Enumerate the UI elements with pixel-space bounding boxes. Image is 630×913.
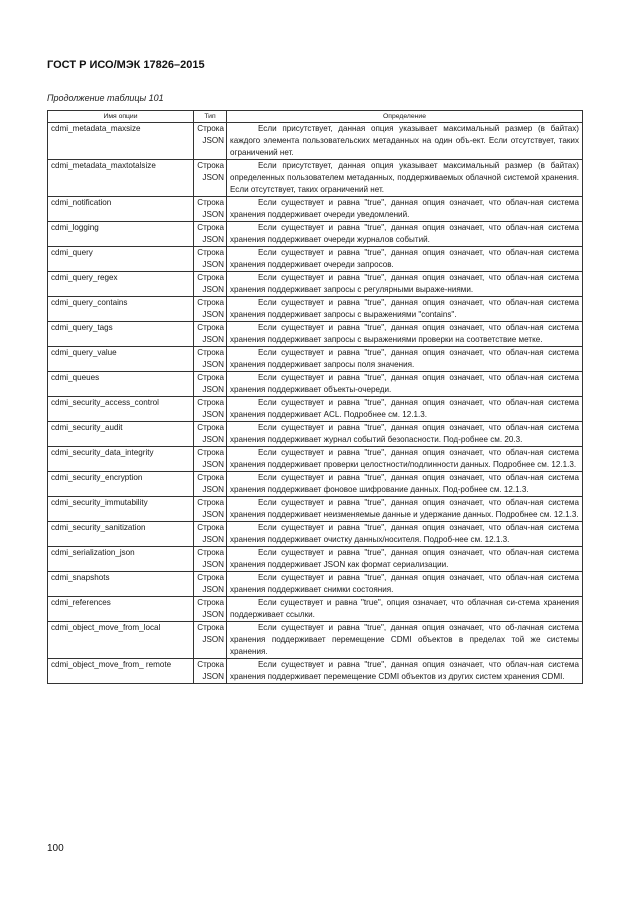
option-name-cell: cdmi_security_audit: [48, 422, 194, 447]
option-definition-cell: Если существует и равна "true", данная опция означает, что облач-ная система хранения поддерживает запросы с выражениями проверки на соответствие метке.: [227, 322, 583, 347]
option-name-cell: cdmi_query_tags: [48, 322, 194, 347]
standard-header: ГОСТ Р ИСО/МЭК 17826–2015: [47, 59, 205, 71]
table-row: [48, 222, 583, 247]
column-header-type: Тип: [194, 111, 227, 123]
option-definition-cell: Если существует и равна "true", данная опция означает, что облач-ная система хранения поддерживает запросы с выражениями "contains".: [227, 297, 583, 322]
table-caption: Продолжение таблицы 101: [47, 93, 164, 103]
option-type-cell: Строка JSON: [194, 222, 227, 247]
option-definition-cell: Если существует и равна "true", данная опция означает, что облач-ная система хранения поддерживает проверки целостности/подлинности данных. Подробнее см. 12.1.3.: [227, 447, 583, 472]
option-name-cell: cdmi_snapshots: [48, 572, 194, 597]
option-name-cell: cdmi_metadata_maxsize: [48, 123, 194, 160]
option-name-cell: cdmi_references: [48, 597, 194, 622]
option-definition-cell: Если существует и равна "true", данная опция означает, что об-лачная система хранения поддерживает перемещение CDMI объектов в пределах той же системы хранения.: [227, 622, 583, 659]
option-name-cell: cdmi_security_encryption: [48, 472, 194, 497]
option-definition-cell: Если существует и равна "true", данная опция означает, что облач-ная система хранения поддерживает очереди журналов событий.: [227, 222, 583, 247]
option-type-cell: Строка JSON: [194, 347, 227, 372]
option-definition-cell: Если существует и равна "true", данная опция означает, что облач-ная система хранения поддерживает JSON как формат сериализации.: [227, 547, 583, 572]
option-definition-cell: Если существует и равна "true", данная опция означает, что облач-ная система хранения поддерживает снимки состояния.: [227, 572, 583, 597]
option-definition-cell: Если существует и равна "true", данная опция означает, что облач-ная система хранения поддерживает неизменяемые данные и удержание данных. Подробнее см. 12.1.3.: [227, 497, 583, 522]
option-type-cell: Строка JSON: [194, 622, 227, 659]
option-type-cell: Строка JSON: [194, 659, 227, 684]
table-row: [48, 422, 583, 447]
option-name-cell: cdmi_query: [48, 247, 194, 272]
table-row: [48, 522, 583, 547]
option-type-cell: Строка JSON: [194, 597, 227, 622]
table-row: [48, 472, 583, 497]
option-definition-cell: Если существует и равна "true", данная опция означает, что облач-ная система хранения поддерживает перемещение CDMI объектов из других систем хранения CDMI.: [227, 659, 583, 684]
option-name-cell: cdmi_security_data_integrity: [48, 447, 194, 472]
option-name-cell: cdmi_queues: [48, 372, 194, 397]
option-definition-cell: Если существует и равна "true", данная опция означает, что облач-ная система хранения поддерживает очереди уведомлений.: [227, 197, 583, 222]
table-row: [48, 247, 583, 272]
option-definition-cell: Если существует и равна "true", данная опция означает, что облач-ная система хранения поддерживает запросы с регулярными выраже-ниями.: [227, 272, 583, 297]
option-name-cell: cdmi_metadata_maxtotalsize: [48, 160, 194, 197]
option-name-cell: cdmi_object_move_from_ remote: [48, 659, 194, 684]
option-name-cell: cdmi_query_contains: [48, 297, 194, 322]
option-name-cell: cdmi_query_value: [48, 347, 194, 372]
option-type-cell: Строка JSON: [194, 472, 227, 497]
option-type-cell: Строка JSON: [194, 572, 227, 597]
option-type-cell: Строка JSON: [194, 422, 227, 447]
option-name-cell: cdmi_security_sanitization: [48, 522, 194, 547]
option-type-cell: Строка JSON: [194, 322, 227, 347]
option-type-cell: Строка JSON: [194, 247, 227, 272]
table-header-row: [48, 111, 583, 123]
column-header-name: Имя опции: [48, 111, 194, 123]
table-row: [48, 347, 583, 372]
table-row: [48, 123, 583, 160]
page-number: 100: [47, 843, 64, 854]
option-name-cell: cdmi_notification: [48, 197, 194, 222]
table-row: [48, 597, 583, 622]
column-header-definition: Определение: [227, 111, 583, 123]
table-row: [48, 397, 583, 422]
option-definition-cell: Если существует и равна "true", данная опция означает, что облач-ная система хранения поддерживает запросы поля значения.: [227, 347, 583, 372]
option-type-cell: Строка JSON: [194, 372, 227, 397]
option-type-cell: Строка JSON: [194, 447, 227, 472]
option-type-cell: Строка JSON: [194, 272, 227, 297]
table-row: [48, 572, 583, 597]
option-definition-cell: Если существует и равна "true", данная опция означает, что облач-ная система хранения поддерживает очереди запросов.: [227, 247, 583, 272]
table-row: [48, 447, 583, 472]
table-row: [48, 322, 583, 347]
table-row: [48, 160, 583, 197]
option-type-cell: Строка JSON: [194, 123, 227, 160]
option-definition-cell: Если присутствует, данная опция указывает максимальный размер (в байтах) определенных пользователем метаданных, поддерживаемых облачной системой хранения. Если отсутствует, таких ограничений нет.: [227, 160, 583, 197]
table-row: [48, 372, 583, 397]
option-name-cell: cdmi_object_move_from_local: [48, 622, 194, 659]
table-row: [48, 622, 583, 659]
table-row: [48, 547, 583, 572]
option-name-cell: cdmi_security_access_control: [48, 397, 194, 422]
option-definition-cell: Если существует и равна "true", опция означает, что облачная си-стема хранения поддерживает ссылки.: [227, 597, 583, 622]
option-type-cell: Строка JSON: [194, 397, 227, 422]
table-row: [48, 297, 583, 322]
option-definition-cell: Если существует и равна "true", данная опция означает, что облач-ная система хранения поддерживает объекты-очереди.: [227, 372, 583, 397]
option-definition-cell: Если существует и равна "true", данная опция означает, что облач-ная система хранения поддерживает журнал событий безопасности. Под-робнее см. 20.3.: [227, 422, 583, 447]
option-type-cell: Строка JSON: [194, 297, 227, 322]
option-type-cell: Строка JSON: [194, 160, 227, 197]
option-definition-cell: Если существует и равна "true", данная опция означает, что облач-ная система хранения поддерживает ACL. Подробнее см. 12.1.3.: [227, 397, 583, 422]
option-name-cell: cdmi_query_regex: [48, 272, 194, 297]
option-definition-cell: Если присутствует, данная опция указывает максимальный размер (в байтах) каждого элемента пользовательских метаданных на один объ-ект. Если отсутствует, таких ограничений нет.: [227, 123, 583, 160]
option-type-cell: Строка JSON: [194, 547, 227, 572]
option-name-cell: cdmi_serialization_json: [48, 547, 194, 572]
option-name-cell: cdmi_logging: [48, 222, 194, 247]
option-type-cell: Строка JSON: [194, 197, 227, 222]
options-table: [47, 110, 583, 684]
option-name-cell: cdmi_security_immutability: [48, 497, 194, 522]
option-definition-cell: Если существует и равна "true", данная опция означает, что облач-ная система хранения поддерживает фоновое шифрование данных. Под-робнее см. 12.1.3.: [227, 472, 583, 497]
table-row: [48, 659, 583, 684]
table-row: [48, 497, 583, 522]
table-row: [48, 197, 583, 222]
option-definition-cell: Если существует и равна "true", данная опция означает, что облач-ная система хранения поддерживает очистку данных/носителя. Подроб-нее см. 12.1.3.: [227, 522, 583, 547]
option-type-cell: Строка JSON: [194, 522, 227, 547]
table-row: [48, 272, 583, 297]
option-type-cell: Строка JSON: [194, 497, 227, 522]
